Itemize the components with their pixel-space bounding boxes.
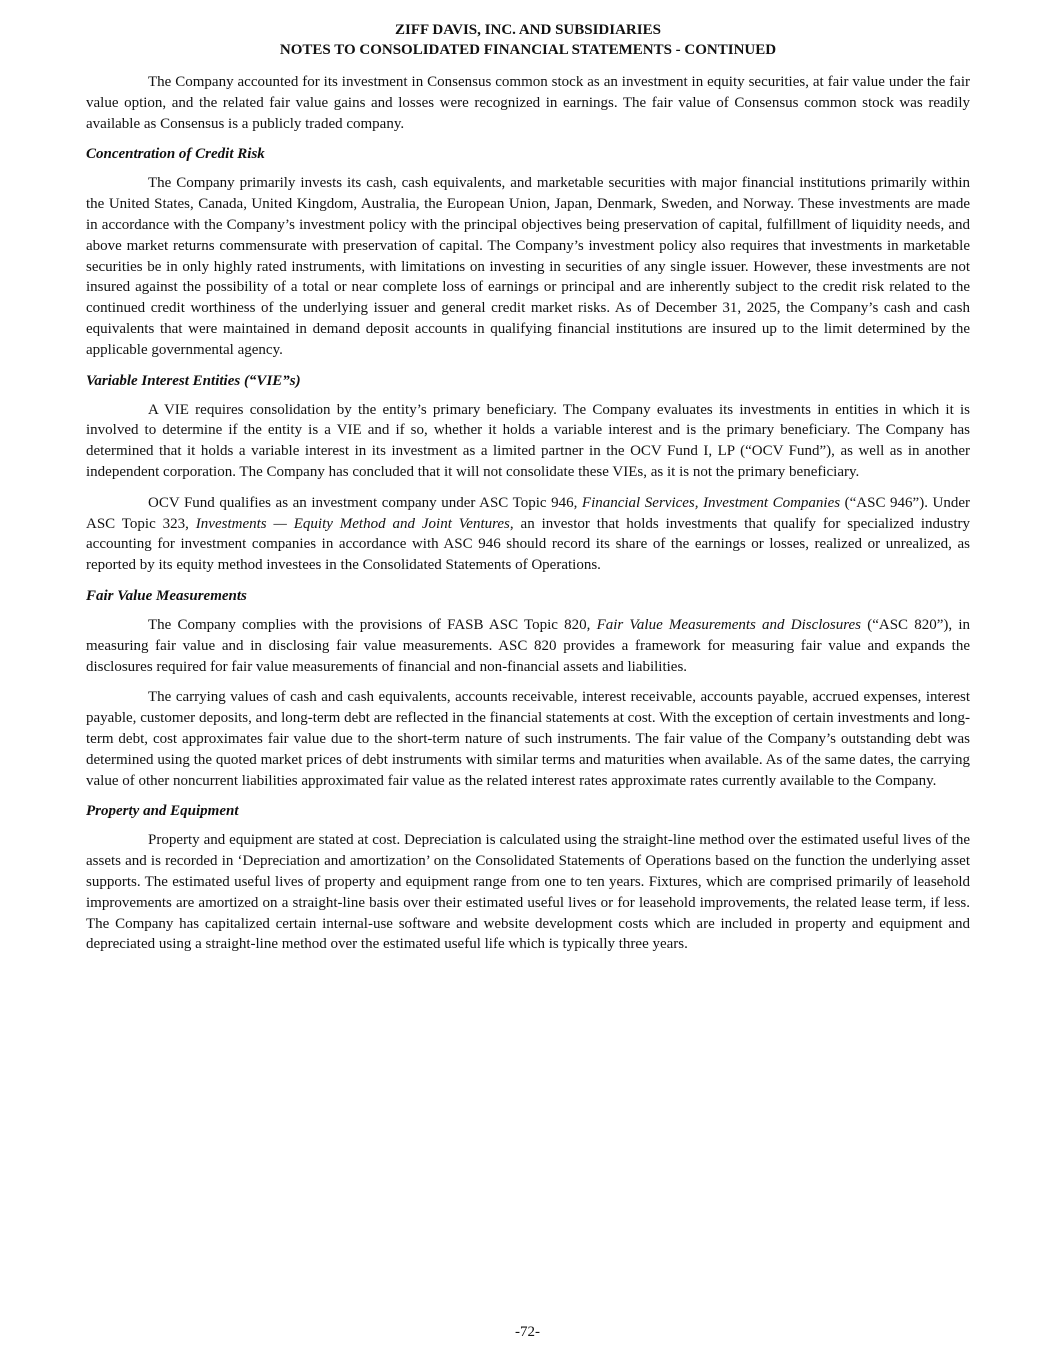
credit-risk-paragraph: The Company primarily invests its cash, cash equivalents, and marketable securities with major financial institutions primarily within the United States, Canada, United Kingdom, Australia, the European Union, Japan, Denmark, Sweden, and Norway. These investments are made in accordance with the Company’s investment policy with the principal objectives being preservation of capital, fulfillment of liquidity needs, and above market returns commensurate with preservation of capital. The Company’s investment policy also requires that investments in marketable securities be in only highly rated instruments, with limitations on investing in securities of any single issuer. However, these investments are not insured against the possibility of a total or near complete loss of earnings or principal and are inherently subject to the credit risk related to the continued credit worthiness of the underlying issuer and general credit market risks. As of December 31, 2025, the Company’s cash and cash equivalents that were maintained in demand deposit accounts in qualifying financial institutions are insured up to the limit determined by the applicable governmental agency. <box>86 175 970 358</box>
fair-value-p1-text-b: (“ASC 820”), in measuring fair value and in disclosing fair value measurements. ASC 820 provides a framework for measuring fair value and expands the disclosures required for fair value measurements of financial and non-financial assets and liabilities. <box>86 616 970 675</box>
fair-value-paragraph-2: The carrying values of cash and cash equivalents, accounts receivable, interest receivable, accounts payable, accrued expenses, interest payable, customer deposits, and long-term debt are reflected in the financial statements at cost. With the exception of certain investments and long-term debt, cost approximates fair value due to the short-term nature of such instruments. The fair value of the Company’s outstanding debt was determined using the quoted market prices of debt instruments with similar terms and maturities when available. As of the same dates, the carrying value of other noncurrent liabilities approximated fair value as the related interest rates approximate rates currently available to the Company. <box>86 689 970 789</box>
section-heading-vie: Variable Interest Entities (“VIE”s) <box>86 372 301 389</box>
vie-p2-text-c: , an investor that holds investments that qualify for specialized industry accounting for investment companies in accordance with ASC 946 should record its share of the earnings or losses, realized or unrealized, as reported by its equity method investees in the Consolidated Statements of Operations. <box>86 515 970 574</box>
fair-value-p1-italic-asc820: Fair Value Measurements and Disclosures <box>596 616 862 633</box>
document-page <box>86 20 970 965</box>
company-header: ZIFF DAVIS, INC. AND SUBSIDIARIES <box>395 22 661 38</box>
vie-p2-italic-asc946: Financial Services, Investment Companies <box>581 494 841 511</box>
vie-p2-italic-asc323: Investments — Equity Method and Joint Ventures <box>195 515 510 532</box>
fair-value-paragraph-1 <box>86 615 970 677</box>
vie-p2-text-b: (“ASC 946”). Under ASC Topic 323, <box>86 494 970 532</box>
property-paragraph: Property and equipment are stated at cost. Depreciation is calculated using the straight-line method over the estimated useful lives of the assets and is recorded in ‘Depreciation and amortization’ on the Consolidated Statements of Operations based on the function the underlying asset supports. The estimated useful lives of property and equipment range from one to ten years. Fixtures, which are comprised primarily of leasehold improvements are amortized on a straight-line basis over their estimated useful lives or for leasehold improvements, the related lease term, if less. The Company has capitalized certain internal-use software and website development costs which are included in property and equipment and depreciated using a straight-line method over the estimated useful life which is typically three years. <box>86 832 970 953</box>
page-number: -72- <box>515 1324 540 1340</box>
document-subtitle: NOTES TO CONSOLIDATED FINANCIAL STATEMENTS - CONTINUED <box>279 42 777 58</box>
section-heading-credit-risk: Concentration of Credit Risk <box>86 146 265 163</box>
vie-paragraph-2 <box>86 493 970 576</box>
vie-paragraph-1: A VIE requires consolidation by the entity’s primary beneficiary. The Company evaluates its investments in entities in which it is involved to determine if the entity is a VIE and if so, whether it holds a variable interest and is the primary beneficiary. The Company has determined that it holds a variable interest in its investment as a limited partner in the OCV Fund I, LP (“OCV Fund”), as well as in another independent corporation. The Company has concluded that it will not consolidate these VIEs, as it is not the primary beneficiary. <box>86 401 970 480</box>
vie-p2-text-a: OCV Fund qualifies as an investment company under ASC Topic 946, <box>148 494 582 511</box>
section-heading-property: Property and Equipment <box>86 803 239 820</box>
intro-paragraph: The Company accounted for its investment in Consensus common stock as an investment in equity securities, at fair value under the fair value option, and the related fair value gains and losses were recognized in earnings. The fair value of Consensus common stock was readily available as Consensus is a publicly traded company. <box>86 74 970 132</box>
fair-value-p1-text-a: The Company complies with the provisions of FASB ASC Topic 820, <box>148 616 597 633</box>
section-heading-fair-value: Fair Value Measurements <box>86 587 247 604</box>
